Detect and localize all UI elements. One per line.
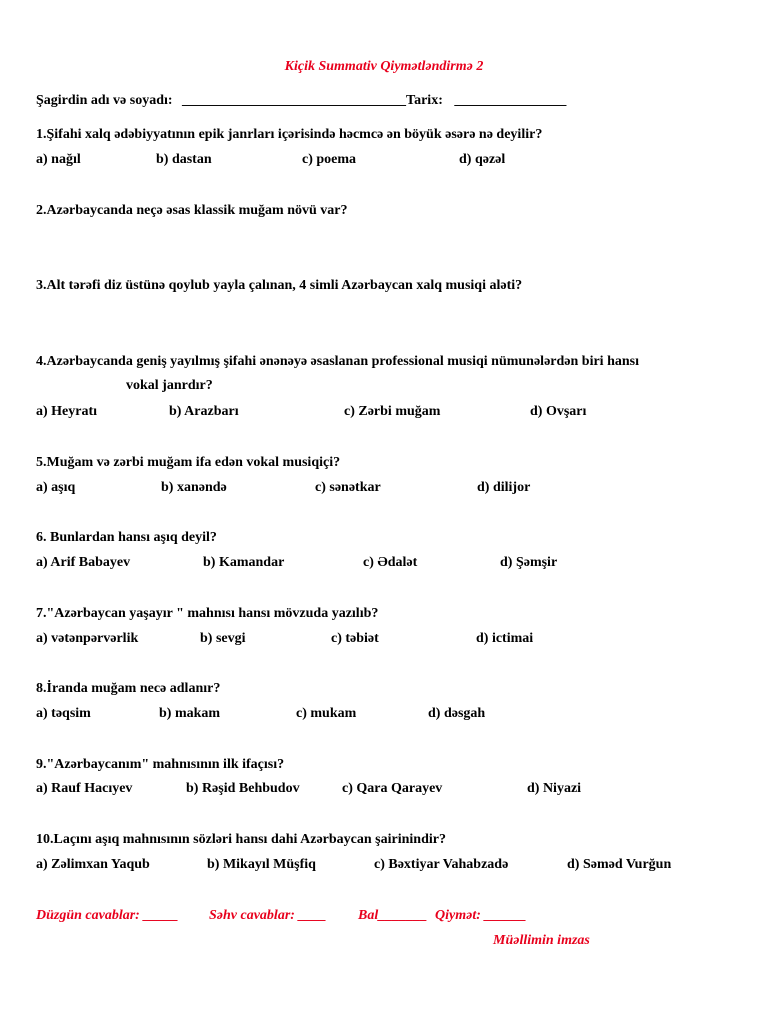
q10-option-c[interactable]: c) Bəxtiyar Vahabzadə	[374, 857, 509, 872]
question-8: 8.İranda muğam necə adlanır?	[36, 681, 221, 696]
q7-option-a[interactable]: a) vətənpərvərlik	[36, 631, 139, 646]
wrong-answers-field[interactable]: Səhv cavablar: ____	[209, 908, 327, 923]
page-title: Kiçik Summativ Qiymətləndirmə 2	[284, 59, 484, 74]
student-name-label: Şagirdin adı və soyadı:	[36, 93, 173, 108]
q10-option-b[interactable]: b) Mikayıl Müşfiq	[207, 857, 316, 872]
q8-option-d[interactable]: d) dəsgah	[428, 706, 486, 721]
q7-option-d[interactable]: d) ictimai	[476, 631, 534, 646]
q6-option-c[interactable]: c) Ədalət	[363, 555, 418, 570]
q5-option-c[interactable]: c) sənətkar	[315, 480, 381, 495]
student-name-field[interactable]: ________________________________	[182, 93, 407, 108]
question-5: 5.Muğam və zərbi muğam ifa edən vokal musiqiçi?	[36, 455, 341, 470]
date-label: Tarix:	[406, 93, 443, 108]
q1-option-b[interactable]: b) dastan	[156, 152, 212, 167]
question-3: 3.Alt tərəfi diz üstünə qoylub yayla çalınan, 4 simli Azərbaycan xalq musiqi aləti?	[36, 278, 523, 293]
q8-option-a[interactable]: a) təqsim	[36, 706, 91, 721]
q4-option-d[interactable]: d) Ovşarı	[530, 404, 587, 419]
q1-option-d[interactable]: d) qəzəl	[459, 152, 506, 167]
q4-option-c[interactable]: c) Zərbi muğam	[344, 404, 441, 419]
date-field[interactable]: ________________	[454, 93, 567, 108]
question-7: 7."Azərbaycan yaşayır " mahnısı hansı mövzuda yazılıb?	[36, 606, 379, 621]
q10-option-d[interactable]: d) Səməd Vurğun	[567, 857, 672, 872]
q9-option-a[interactable]: a) Rauf Hacıyev	[36, 781, 133, 796]
score-field[interactable]: Bal_______	[358, 908, 428, 923]
q1-option-a[interactable]: a) nağıl	[36, 152, 81, 167]
q4-option-b[interactable]: b) Arazbarı	[169, 404, 239, 419]
q5-option-d[interactable]: d) dilijor	[477, 480, 531, 495]
correct-answers-field[interactable]: Düzgün cavablar: _____	[36, 908, 179, 923]
question-4-continuation: vokal janrdır?	[126, 378, 213, 393]
student-info-row	[36, 93, 566, 109]
teacher-signature-label: Müəllimin imzas	[493, 933, 590, 948]
q7-option-c[interactable]: c) təbiət	[331, 631, 379, 646]
q6-option-a[interactable]: a) Arif Babayev	[36, 555, 131, 570]
question-10: 10.Laçını aşıq mahnısının sözləri hansı dahi Azərbaycan şairinindir?	[36, 832, 446, 847]
q6-option-b[interactable]: b) Kamandar	[203, 555, 285, 570]
q9-option-c[interactable]: c) Qara Qarayev	[342, 781, 443, 796]
q7-option-b[interactable]: b) sevgi	[200, 631, 246, 646]
question-6: 6. Bunlardan hansı aşıq deyil?	[36, 530, 217, 545]
q5-option-a[interactable]: a) aşıq	[36, 480, 76, 495]
q1-option-c[interactable]: c) poema	[302, 152, 357, 167]
q9-option-b[interactable]: b) Rəşid Behbudov	[186, 781, 300, 796]
question-9: 9."Azərbaycanım" mahnısının ilk ifaçısı?	[36, 757, 285, 772]
grade-field[interactable]: Qiymət: ______	[435, 908, 527, 923]
question-2: 2.Azərbaycanda neçə əsas klassik muğam növü var?	[36, 203, 348, 218]
q8-option-b[interactable]: b) makam	[159, 706, 221, 721]
q9-option-d[interactable]: d) Niyazi	[527, 781, 582, 796]
q6-option-d[interactable]: d) Şəmşir	[500, 555, 558, 570]
q8-option-c[interactable]: c) mukam	[296, 706, 357, 721]
q5-option-b[interactable]: b) xanəndə	[161, 480, 227, 495]
q10-option-a[interactable]: a) Zəlimxan Yaqub	[36, 857, 150, 872]
question-4: 4.Azərbaycanda geniş yayılmış şifahi ənənəyə əsaslanan professional musiqi nümunələrdən biri hansı	[36, 354, 639, 369]
q4-option-a[interactable]: a) Heyratı	[36, 404, 98, 419]
question-1: 1.Şifahi xalq ədəbiyyatının epik janrları içərisində həcmcə ən böyük əsərə nə deyilir?	[36, 127, 543, 142]
